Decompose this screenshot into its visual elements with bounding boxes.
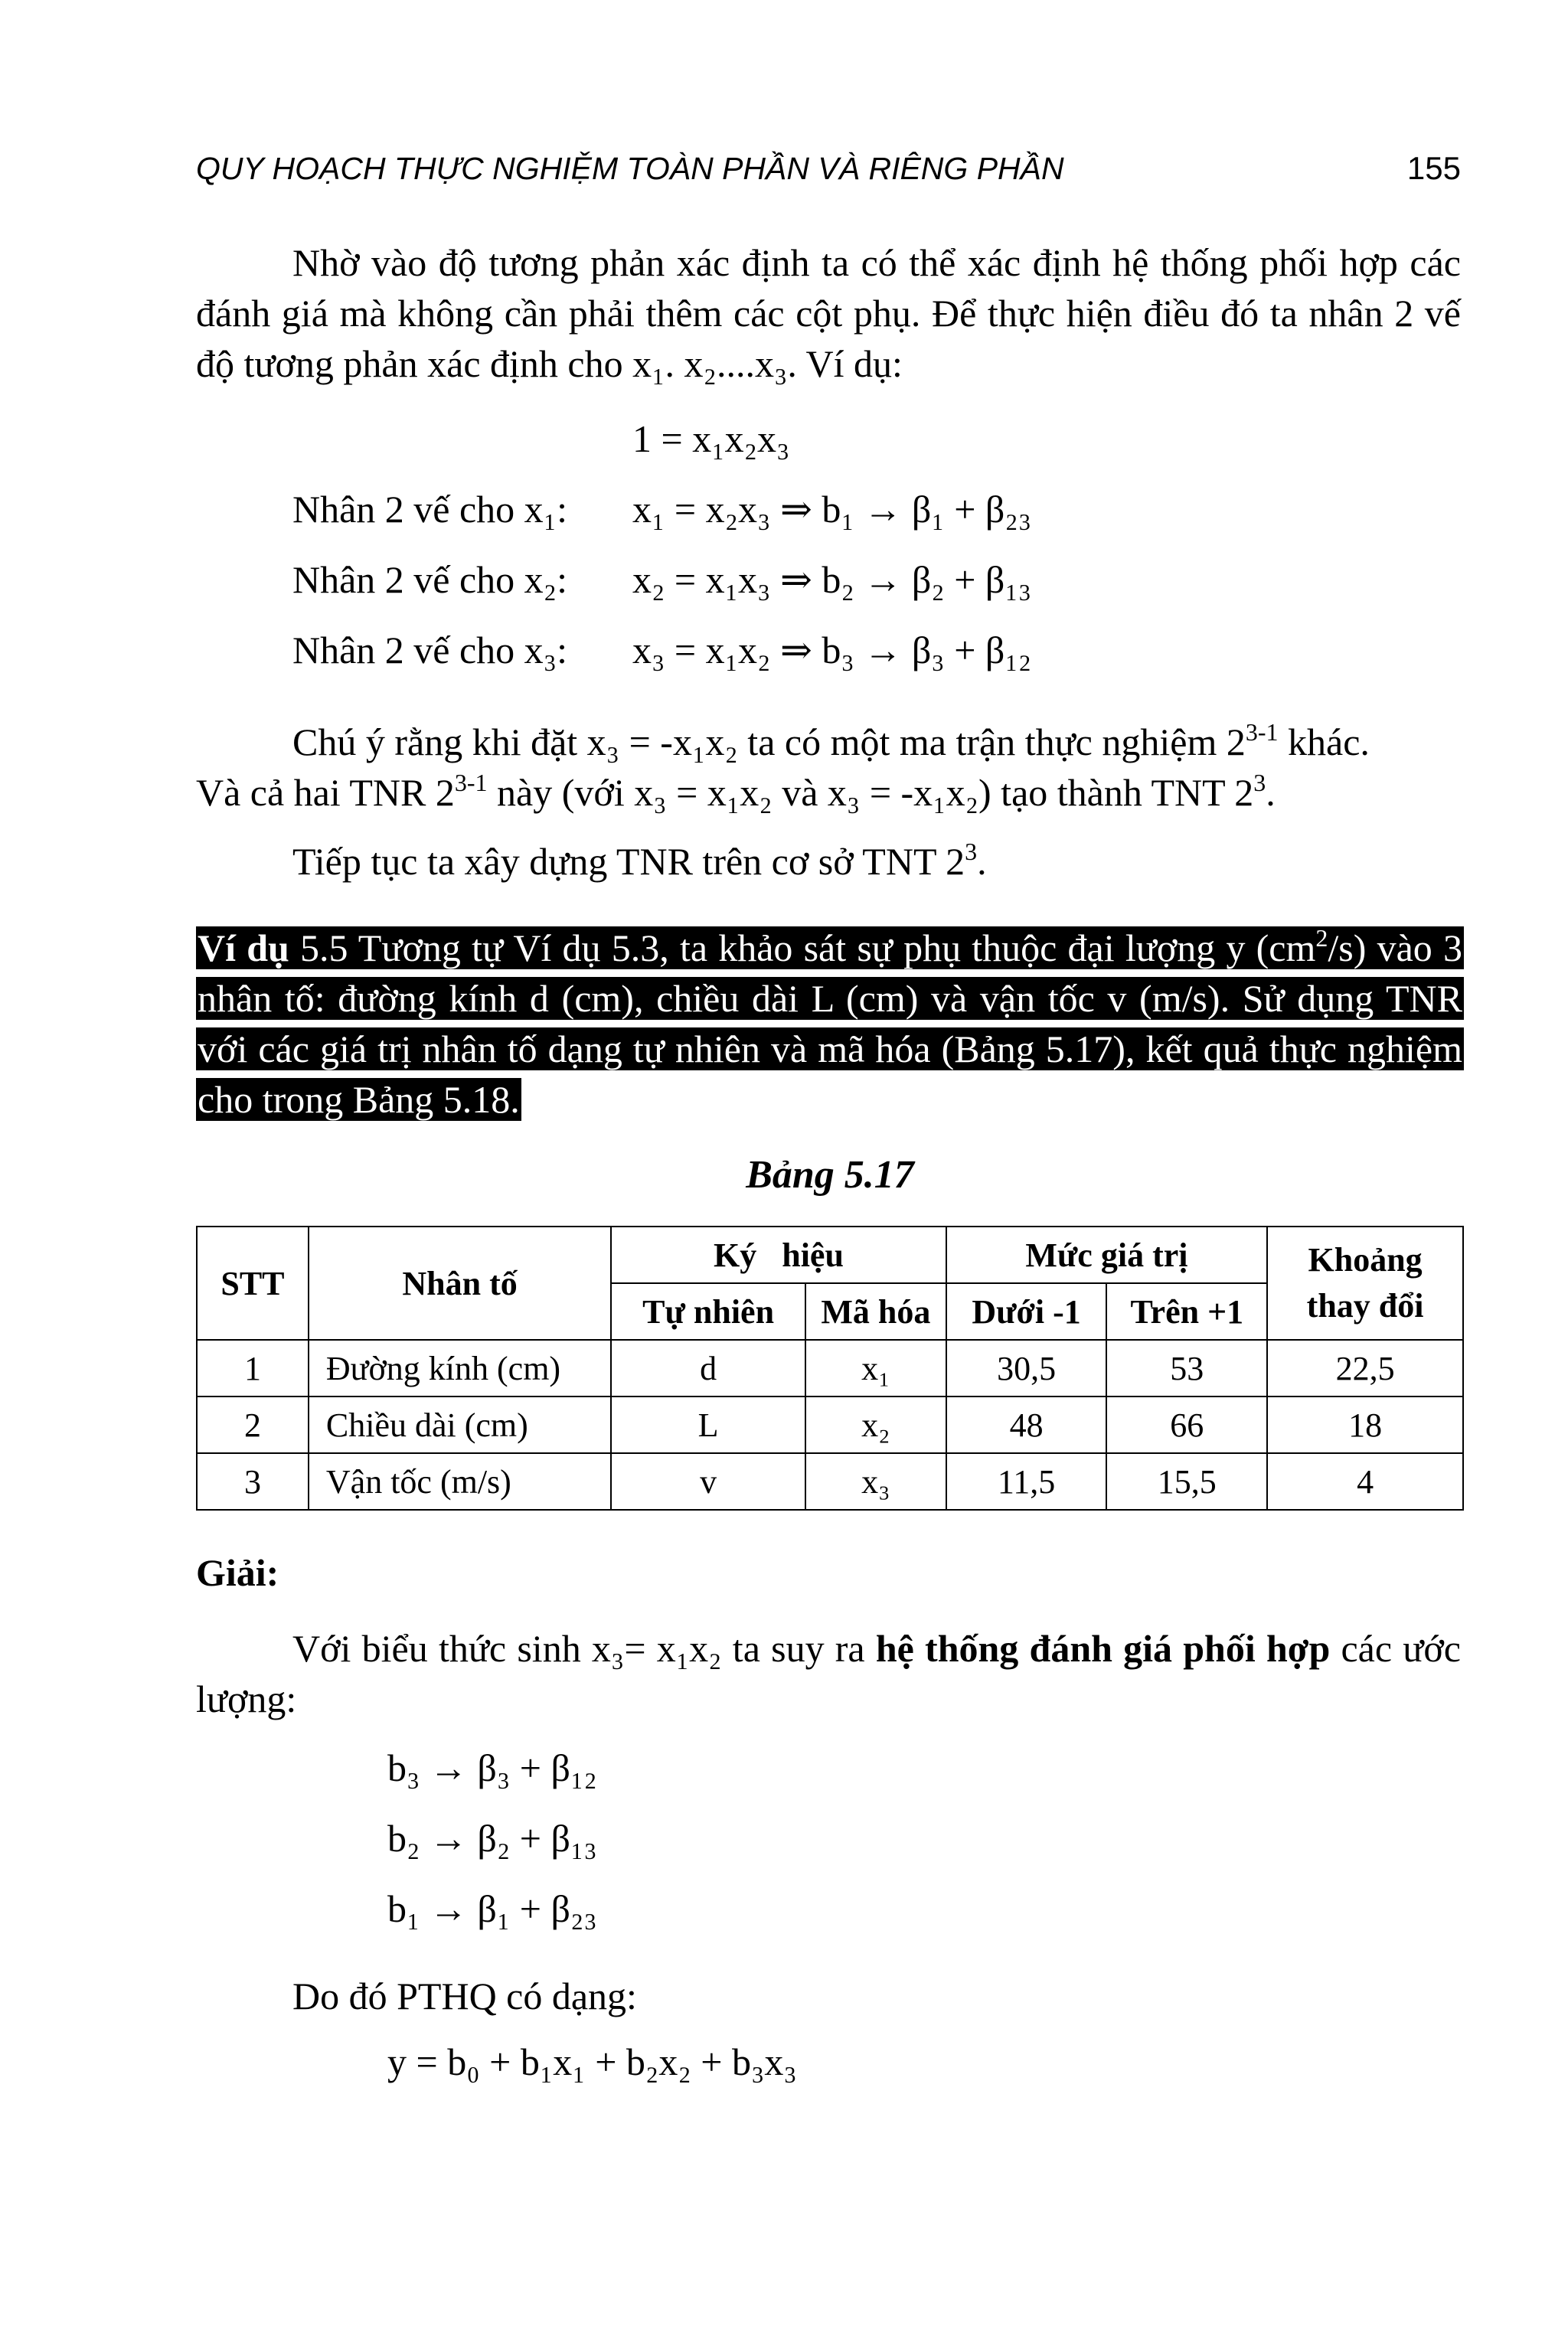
table-title: Bảng 5.17 [746,1153,914,1197]
equation-expr-3: x₃ = x₁x₂ ⇒ b₃ → β₃ + β₁₂ [632,629,1032,671]
equation-expr-1: x₁ = x₂x₃ ⇒ b₁ → β₁ + β₂₃ [632,488,1032,531]
key-term: hệ thống đánh giá phối hợp [875,1627,1331,1670]
example-label: Ví dụ [198,926,289,969]
equation-expr-2: x₂ = x₁x₃ ⇒ b₂ → β₂ + β₁₃ [632,558,1032,601]
defining-relation: 1 = x₁x₂x₃ [632,417,790,460]
alias-line-3: b₁ → β₁ + β₂₃ [387,1887,597,1930]
table-row: 3 Vận tốc (m/s) v x₃ 11,5 15,5 4 [197,1453,1463,1510]
header-natural: Tự nhiên [611,1283,805,1340]
header-coded: Mã hóa [805,1283,946,1340]
header-level: Mức giá trị [946,1227,1267,1283]
header-stt: STT [197,1227,309,1340]
solution-paragraph: Với biểu thức sinh x₃= x₁x₂ ta suy ra hệ thống đánh giá phối hợp các ước lượng: [196,1627,1461,1720]
header-symbol: Ký hiệu [611,1227,946,1283]
page-number: 155 [1406,150,1461,186]
header-factor: Nhân tố [309,1227,611,1340]
header-lower: Dưới -1 [946,1283,1107,1340]
equation-label-2: Nhân 2 vế cho x₂: [292,558,568,601]
chapter-title: QUY HOẠCH THỰC NGHIỆM TOÀN PHẦN VÀ RIÊNG PHẦN [196,151,1064,186]
alias-line-2: b₂ → β₂ + β₁₃ [387,1817,597,1860]
table-row: 2 Chiều dài (cm) L x₂ 48 66 18 [197,1396,1463,1453]
factor-table [196,1226,1464,1511]
equation-label-1: Nhân 2 vế cho x₁: [292,488,568,531]
regression-equation: y = b₀ + b₁x₁ + b₂x₂ + b₃x₃ [387,2040,797,2083]
header-upper: Trên +1 [1106,1283,1267,1340]
equation-label-3: Nhân 2 vế cho x₃: [292,629,568,671]
note-paragraph: Chú ý rằng khi đặt x₃ = -x₁x₂ ta có một ma trận thực nghiệm 2$^{3-1}$ khác. Và cả hai TNR 2$^{3-1}$ này (với x₃ = x₁x₂ và x₃ = -x₁x₂) tạo thành TNT $2^3$. [196,717,1370,814]
running-header [196,150,1461,187]
example-block: Ví dụ 5.5 Tương tự Ví dụ 5.3, ta khảo sát sự phụ thuộc đại lượng y $(cm^2/s)$ vào 3 nhân tố: đường kính d (cm), chiều dài L (cm) và vận tốc v (m/s). Sử dụng TNR với các giá trị nhân tố dạng tự nhiên và mã hóa (Bảng 5.17), kết quả thực nghiệm cho trong Bảng 5.18. [198,923,1462,1121]
intro-paragraph: Nhờ vào độ tương phản xác định ta có thể xác định hệ thống phối hợp các đánh giá mà không cần phải thêm các cột phụ. Để thực hiện điều đó ta nhân 2 vế độ tương phản xác định cho x₁. x₂....x₃. Ví dụ: [196,241,1461,385]
alias-line-1: b₃ → β₃ + β₁₂ [387,1746,597,1789]
header-range: Khoảng thay đổi [1267,1227,1463,1340]
table-row: 1 Đường kính (cm) d x₁ 30,5 53 22,5 [197,1340,1463,1396]
continue-paragraph: Tiếp tục ta xây dựng TNR trên cơ sở TNT $2^3$. [292,837,987,883]
solution-heading: Giải: [196,1551,279,1594]
conclusion-text: Do đó PTHQ có dạng: [292,1975,637,2017]
